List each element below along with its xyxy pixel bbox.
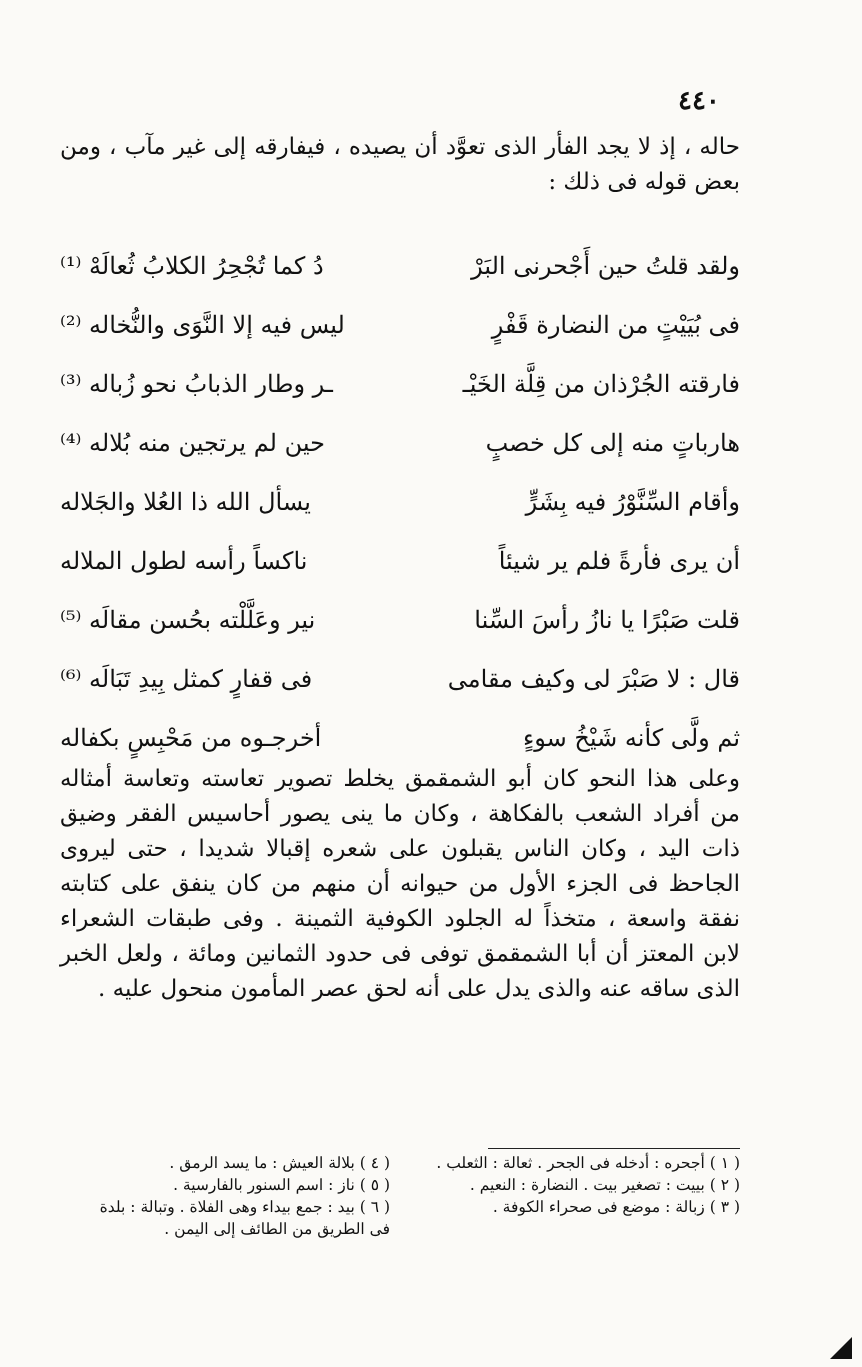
verse-first-hemistich: وأقام السِّنَّوْرُ فيه بِشَرٍّ bbox=[525, 487, 740, 516]
verse-second-hemistich: حين لم يرتجين منه بُلاله ⁽⁴⁾ bbox=[60, 428, 325, 457]
verse-first-hemistich: ثم ولَّى كأنه شَيْخُ سوءٍ bbox=[523, 723, 740, 752]
body-text: وعلى هذا النحو كان أبو الشمقمق يخلط تصوير تعاسته وتعاسة أمثاله من أفراد الشعب بالفكاهة ، وكان ما ينى يصور أحاسيس الفقر وضيق ذات اليد ، وكان الناس يقبلون على شعره إقبالا شديدا ، حتى ليروى الجاحظ فى الجزء الأول من حيوانه أن منهم من كان ينفق على كتابته نفقة واسعة ، متخذاً له الجلود الكوفية الثمينة . وفى طبقات الشعراء لابن المعتز أن أبا الشمقمق توفى فى حدود الثمانين ومائة ، ولعل الخبر الذى ساقه عنه والذى يدل على أنه لحق عصر المأمون منحول عليه . bbox=[60, 766, 740, 1002]
verse bbox=[60, 531, 740, 590]
verse-second-hemistich: أخرجـوه من مَحْبِسٍ بكفاله bbox=[60, 723, 322, 752]
verse bbox=[60, 413, 740, 472]
poem bbox=[60, 236, 740, 767]
verse-first-hemistich: ولقد قلتُ حين أَجْحرنى البَرْ bbox=[471, 251, 740, 280]
corner-triangle-icon bbox=[830, 1337, 852, 1359]
footnotes-column-right bbox=[430, 1152, 740, 1240]
page-number: ٤٤٠ bbox=[678, 86, 720, 116]
footnotes bbox=[80, 1152, 740, 1240]
verse-second-hemistich: دُ كما تُجْحِرُ الكلابُ ثُعالَهْ ⁽¹⁾ bbox=[60, 251, 324, 280]
footnote: ( ٥ ) ناز : اسم السنور بالفارسية . bbox=[173, 1176, 390, 1194]
verse bbox=[60, 708, 740, 767]
verse bbox=[60, 295, 740, 354]
verse-second-hemistich: نير وعَلَّلْته بحُسن مقالَه ⁽⁵⁾ bbox=[60, 605, 316, 634]
verse-first-hemistich: هارباتٍ منه إلى كل خصبٍ bbox=[485, 428, 740, 457]
footnote: ( ٤ ) بلالة العيش : ما يسد الرمق . bbox=[169, 1154, 390, 1172]
verse bbox=[60, 354, 740, 413]
footnotes-column-left bbox=[80, 1152, 390, 1240]
intro-text: حاله ، إذ لا يجد الفأر الذى تعوَّد أن يصيده ، فيفارقه إلى غير مآب ، ومن بعض قوله فى ذلك : bbox=[60, 134, 740, 195]
verse-second-hemistich: ـر وطار الذبابُ نحو زُباله ⁽³⁾ bbox=[60, 369, 333, 398]
verse-second-hemistich: فى قفارٍ كمثل بِيدِ تَبَالَه ⁽⁶⁾ bbox=[60, 664, 313, 693]
verse bbox=[60, 649, 740, 708]
verse-second-hemistich: يسأل الله ذا العُلا والجَلاله bbox=[60, 487, 311, 516]
verse-first-hemistich: فارقته الجُرْذان من قِلَّة الخَيْـ bbox=[462, 369, 740, 398]
intro-paragraph bbox=[60, 130, 740, 200]
footnote: ( ٢ ) بييت : تصغير بيت . النضارة : النعيم . bbox=[469, 1176, 740, 1194]
footnote: ( ٣ ) زبالة : موضع فى صحراء الكوفة . bbox=[492, 1198, 740, 1216]
verse bbox=[60, 236, 740, 295]
footnote-divider bbox=[488, 1148, 740, 1149]
verse bbox=[60, 590, 740, 649]
verse-first-hemistich: قال : لا صَبْرَ لى وكيف مقامى bbox=[447, 664, 740, 693]
verse-first-hemistich: أن يرى فأرةً فلم ير شيئاً bbox=[498, 546, 740, 575]
verse bbox=[60, 472, 740, 531]
footnote: ( ٦ ) بيد : جمع بيداء وهى الفلاة . وتبالة : بلدة فى الطريق من الطائف إلى اليمن . bbox=[99, 1198, 390, 1238]
verse-second-hemistich: ناكساً رأسه لطول الملاله bbox=[60, 546, 308, 575]
verse-second-hemistich: ليس فيه إلا النَّوَى والنُّخاله ⁽²⁾ bbox=[60, 310, 345, 339]
verse-first-hemistich: فى بُيَيْتٍ من النضارة قَفْرٍ bbox=[491, 310, 740, 339]
verse-first-hemistich: قلت صَبْرًا يا نازُ رأسَ السِّنا bbox=[474, 605, 740, 634]
body-paragraph bbox=[60, 762, 740, 1007]
footnote: ( ١ ) أجحره : أدخله فى الجحر . ثعالة : الثعلب . bbox=[436, 1154, 740, 1172]
